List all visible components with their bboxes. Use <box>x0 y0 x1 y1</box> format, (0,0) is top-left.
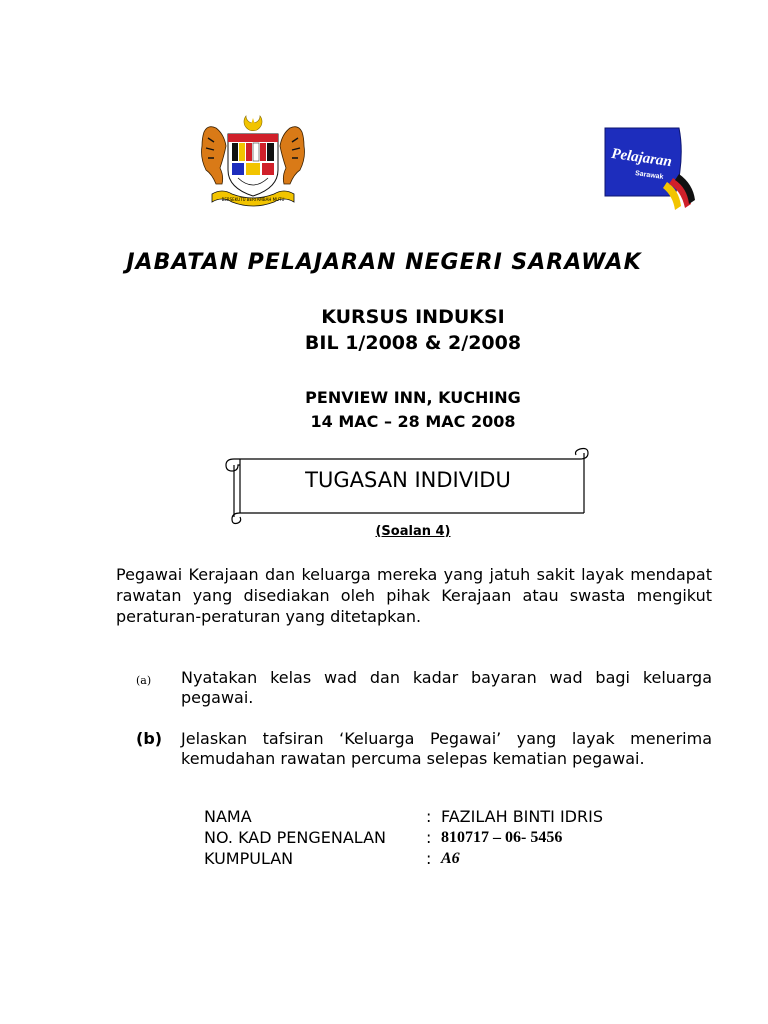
coat-of-arms-emblem <box>198 112 308 212</box>
info-value: FAZILAH BINTI IDRIS <box>441 807 603 826</box>
course-number: BIL 1/2008 & 2/2008 <box>304 332 522 354</box>
question-number: (Soalan 4) <box>375 524 451 539</box>
item-text: Nyatakan kelas wad dan kadar bayaran wad bagi keluarga pegawai. <box>181 668 712 707</box>
logo-subtext: Sarawak <box>634 170 664 181</box>
question-item-b <box>136 729 712 791</box>
question-item-a <box>136 668 712 710</box>
info-colon: : <box>426 807 432 826</box>
info-row-group <box>204 848 724 869</box>
item-marker: (a) <box>136 674 152 687</box>
info-row-ic-number <box>204 827 724 848</box>
info-value: 810717 – 06- 5456 <box>441 829 563 846</box>
course-block <box>0 304 768 356</box>
department-title: JABATAN PELAJARAN NEGERI SARAWAK <box>126 250 642 275</box>
venue-block <box>0 386 768 434</box>
emblem-motto: BERSEKUTU BERTAMBAH MUTU <box>221 197 285 202</box>
item-text: Jelaskan tafsiran ‘Keluarga Pegawai’ yang layak menerima kemudahan rawatan percuma selepas kematian pegawai. <box>181 729 712 768</box>
student-info <box>204 806 724 869</box>
info-label: NO. KAD PENGENALAN <box>204 828 386 847</box>
course-title: KURSUS INDUKSI <box>321 306 505 328</box>
info-colon: : <box>426 828 432 847</box>
venue-dates: 14 MAC – 28 MAC 2008 <box>310 412 516 431</box>
info-label: NAMA <box>204 807 252 826</box>
venue-place: PENVIEW INN, KUCHING <box>305 388 521 407</box>
assignment-label: TUGASAN INDIVIDU <box>305 468 511 492</box>
info-value: A6 <box>441 850 460 867</box>
logo-text: Pelajaran <box>610 145 673 171</box>
intro-paragraph: Pegawai Kerajaan dan keluarga mereka yang jatuh sakit layak mendapat rawatan yang disediakan oleh pihak Kerajaan atau swasta mengikut peraturan-peraturan yang ditetapkan. <box>116 565 712 626</box>
pelajaran-sarawak-logo <box>597 122 697 214</box>
info-colon: : <box>426 849 432 868</box>
info-row-name <box>204 806 724 827</box>
info-label: KUMPULAN <box>204 849 294 868</box>
item-marker: (b) <box>136 729 163 748</box>
